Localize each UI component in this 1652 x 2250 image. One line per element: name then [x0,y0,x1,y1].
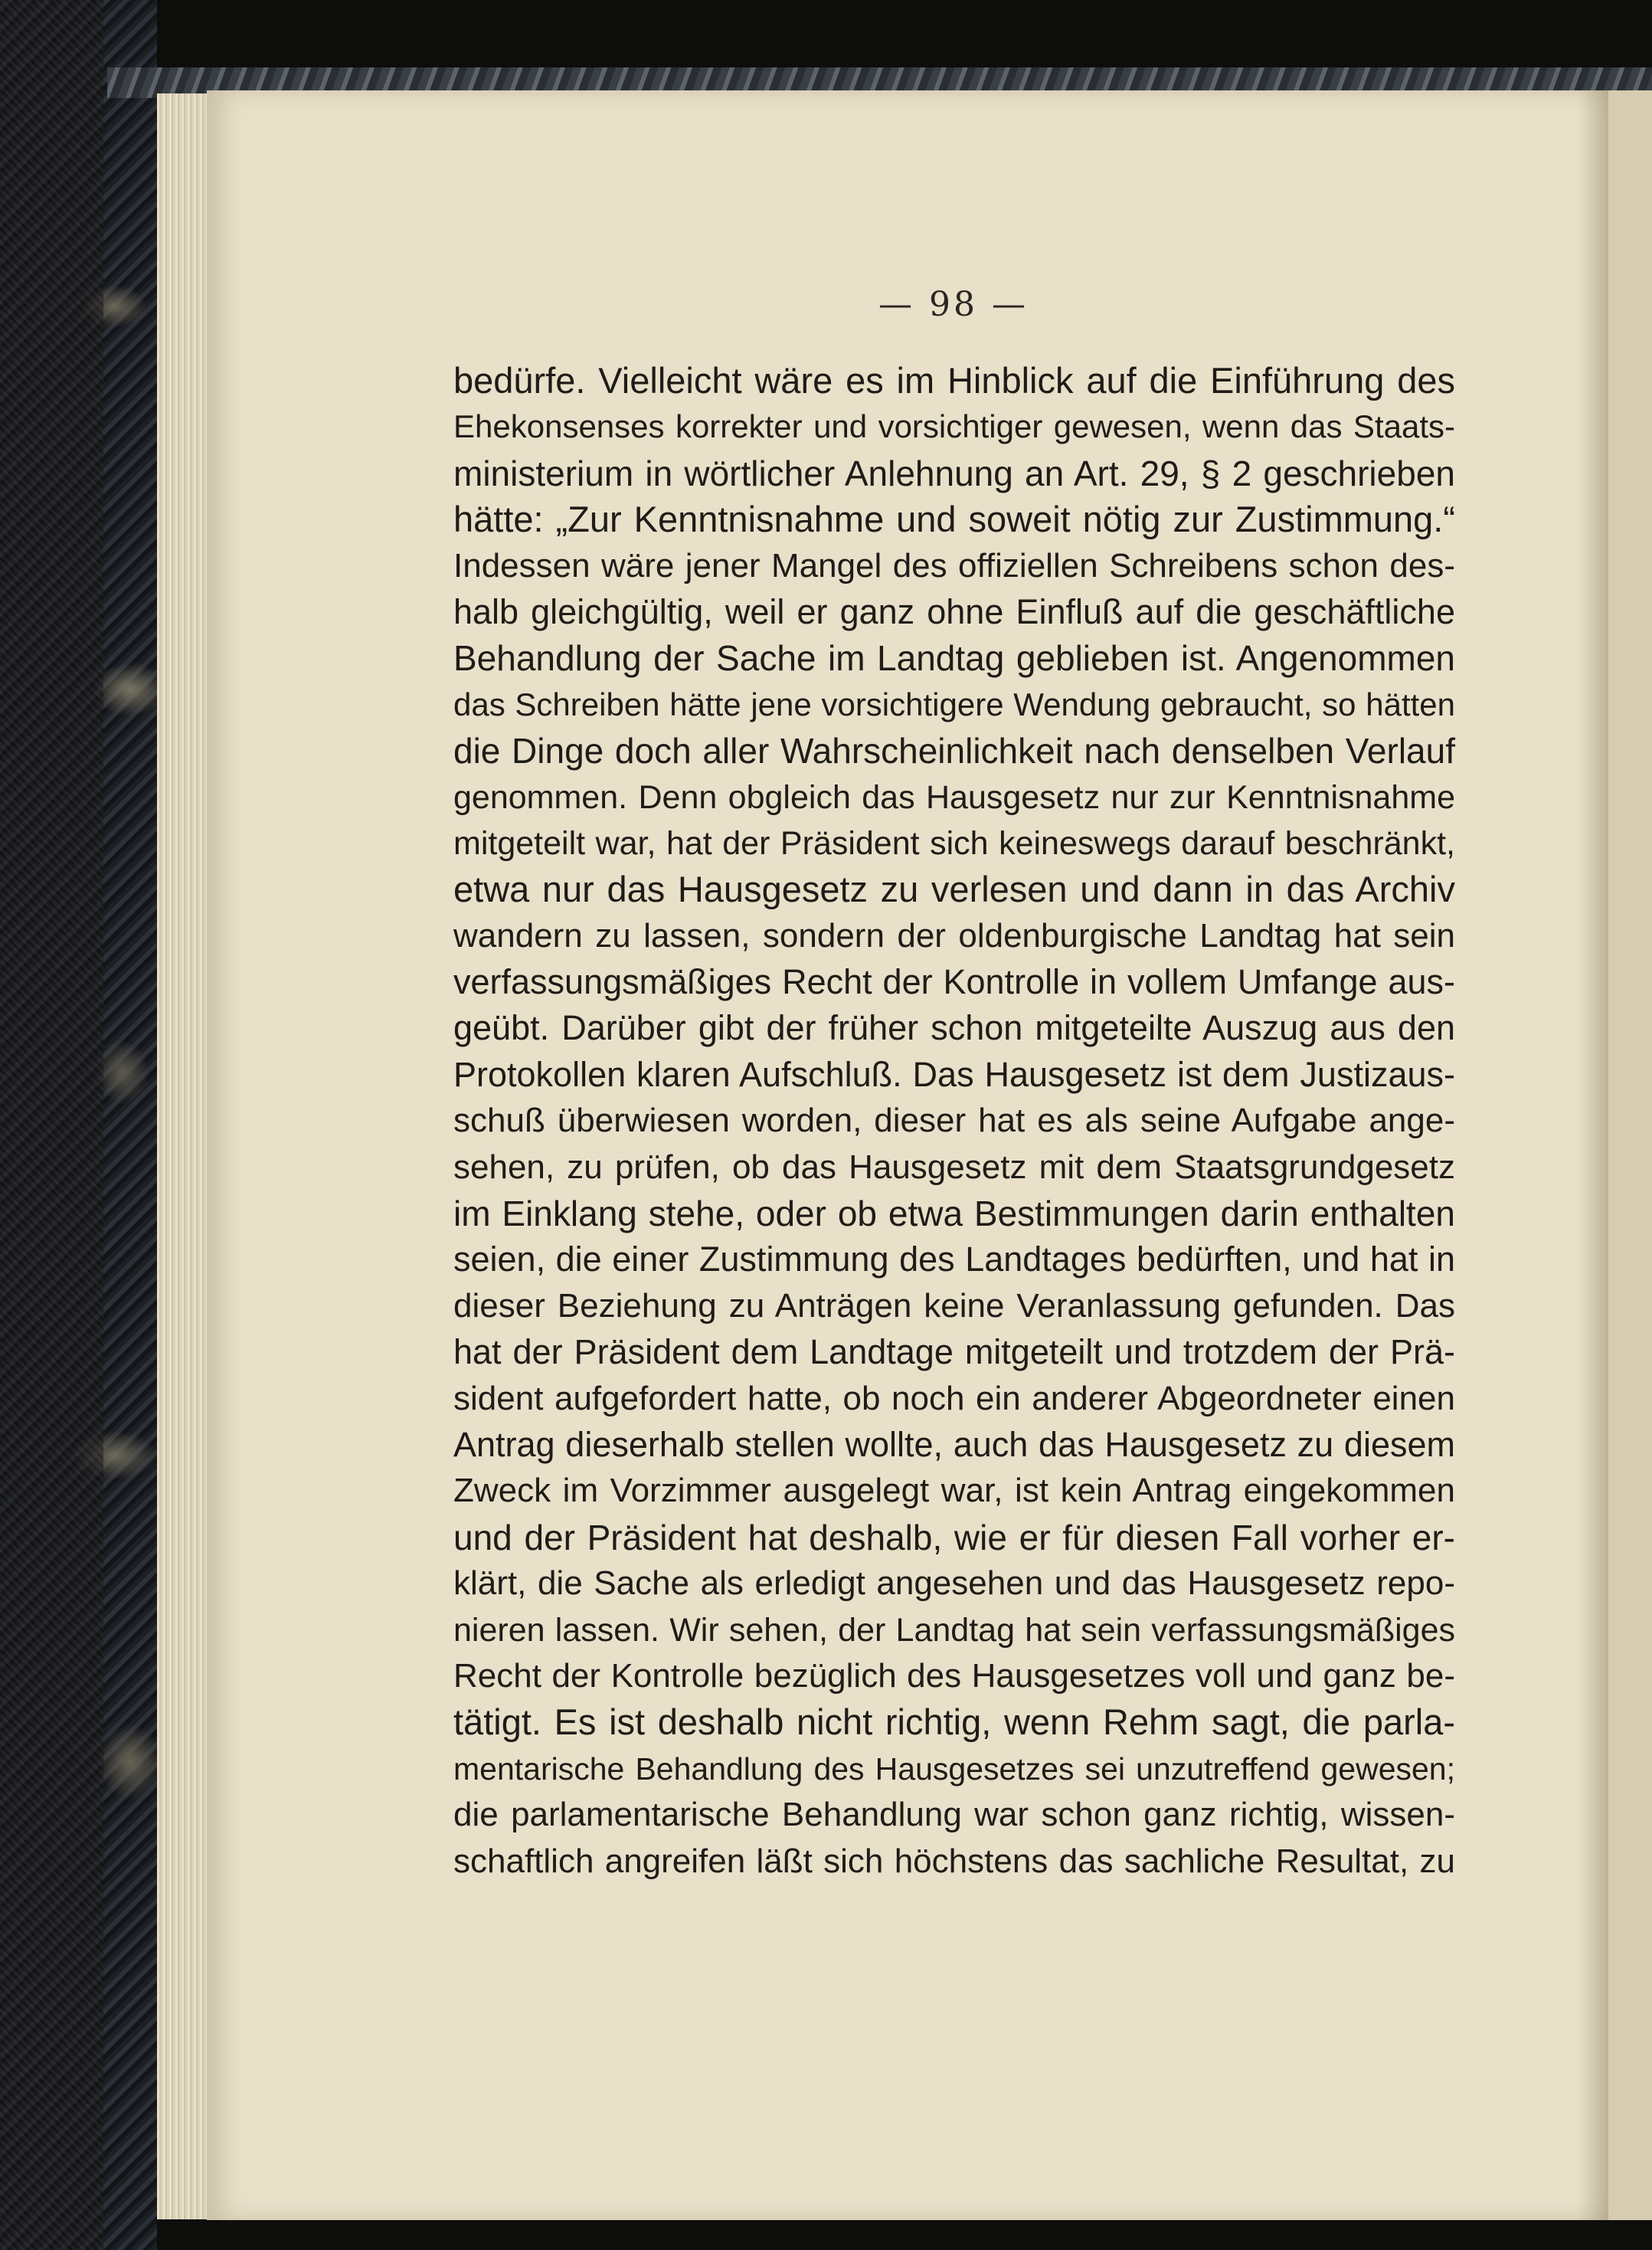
text-line: sehen, zu prüfen, ob das Hausgesetz mit dem Staatsgrundgesetz [453,1148,1455,1186]
text-line: hat der Präsident dem Landtage mitgeteilt und trotzdem der Prä- [453,1332,1455,1372]
text-line: und der Präsident hat deshalb, wie er für diesen Fall vorher er- [453,1517,1455,1557]
text-line: nieren lassen. Wir sehen, der Landtag hat sein verfassungsmäßiges [453,1611,1455,1649]
text-line: dieser Beziehung zu Anträgen keine Veranlassung gefunden. Das [453,1286,1455,1325]
page-number: — 98 — [878,285,1029,324]
text-line: Recht der Kontrolle bezüglich des Hausgesetzes voll und ganz be- [453,1656,1455,1695]
text-line: verfassungsmäßiges Recht der Kontrolle in vollem Umfange aus- [453,962,1455,1002]
body-text [453,358,1455,1885]
text-line: klärt, die Sache als erledigt angesehen und das Hausgesetz repo- [453,1564,1455,1603]
text-line: Indessen wäre jener Mangel des offiziellen Schreibens schon des- [453,546,1455,585]
text-line: sident aufgefordert hatte, ob noch ein anderer Abgeordneter einen [453,1379,1455,1417]
text-line: bedürfe. Vielleicht wäre es im Hinblick auf die Einführung des [453,360,1455,401]
text-line: das Schreiben hätte jene vorsichtigere Wendung gebraucht, so hätten [453,686,1455,722]
text-line: die Dinge doch aller Wahrscheinlichkeit nach denselben Verlauf [453,731,1455,771]
text-line: halb gleichgültig, weil er ganz ohne Einfluß auf die geschäftliche [453,591,1455,631]
text-line: mitgeteilt war, hat der Präsident sich keineswegs darauf beschränkt, [453,824,1455,862]
text-line: genommen. Denn obgleich das Hausgesetz nur zur Kenntnisnahme [453,778,1455,816]
text-line: Protokollen klaren Aufschluß. Das Hausgesetz ist dem Justizaus- [453,1054,1455,1094]
text-line: wandern zu lassen, sondern der oldenburgische Landtag hat sein [453,916,1455,955]
text-line: geübt. Darüber gibt der früher schon mitgeteilte Auszug aus den [453,1008,1455,1048]
next-leaf-edge [1608,90,1652,2220]
page-gutter-shadow [1578,90,1608,2220]
text-line: Ehekonsenses korrekter und vorsichtiger gewesen, wenn das Staats- [453,408,1455,445]
text-line: hätte: „Zur Kenntnisnahme und soweit nötig zur Zustimmung.“ [453,499,1455,540]
text-line: Antrag dieserhalb stellen wollte, auch das Hausgesetz zu diesem [453,1424,1455,1464]
text-line: mentarische Behandlung des Hausgesetzes sei unzutreffend gewesen; [453,1751,1455,1787]
text-line: Behandlung der Sache im Landtag geblieben ist. Angenommen [453,638,1455,679]
text-line: Zweck im Vorzimmer ausgelegt war, ist kein Antrag eingekommen [453,1472,1455,1510]
cover-edge [0,0,103,2250]
text-line: ministerium in wörtlicher Anlehnung an Art. 29, § 2 geschrieben [453,453,1455,493]
text-line: etwa nur das Hausgesetz zu verlesen und dann in das Archiv [453,869,1455,910]
text-line: seien, die einer Zustimmung des Landtages bedürften, und hat in [453,1240,1455,1279]
text-line: die parlamentarische Behandlung war schon ganz richtig, wissen- [453,1796,1455,1834]
text-line: schaftlich angreifen läßt sich höchstens das sachliche Resultat, zu [453,1842,1455,1880]
text-line: schuß überwiesen worden, dieser hat es als seine Aufgabe ange- [453,1102,1455,1140]
text-line: tätigt. Es ist deshalb nicht richtig, wenn Rehm sagt, die parla- [453,1701,1455,1743]
page-block-edges [157,93,211,2219]
text-line: im Einklang stehe, oder ob etwa Bestimmungen darin enthalten [453,1194,1455,1234]
